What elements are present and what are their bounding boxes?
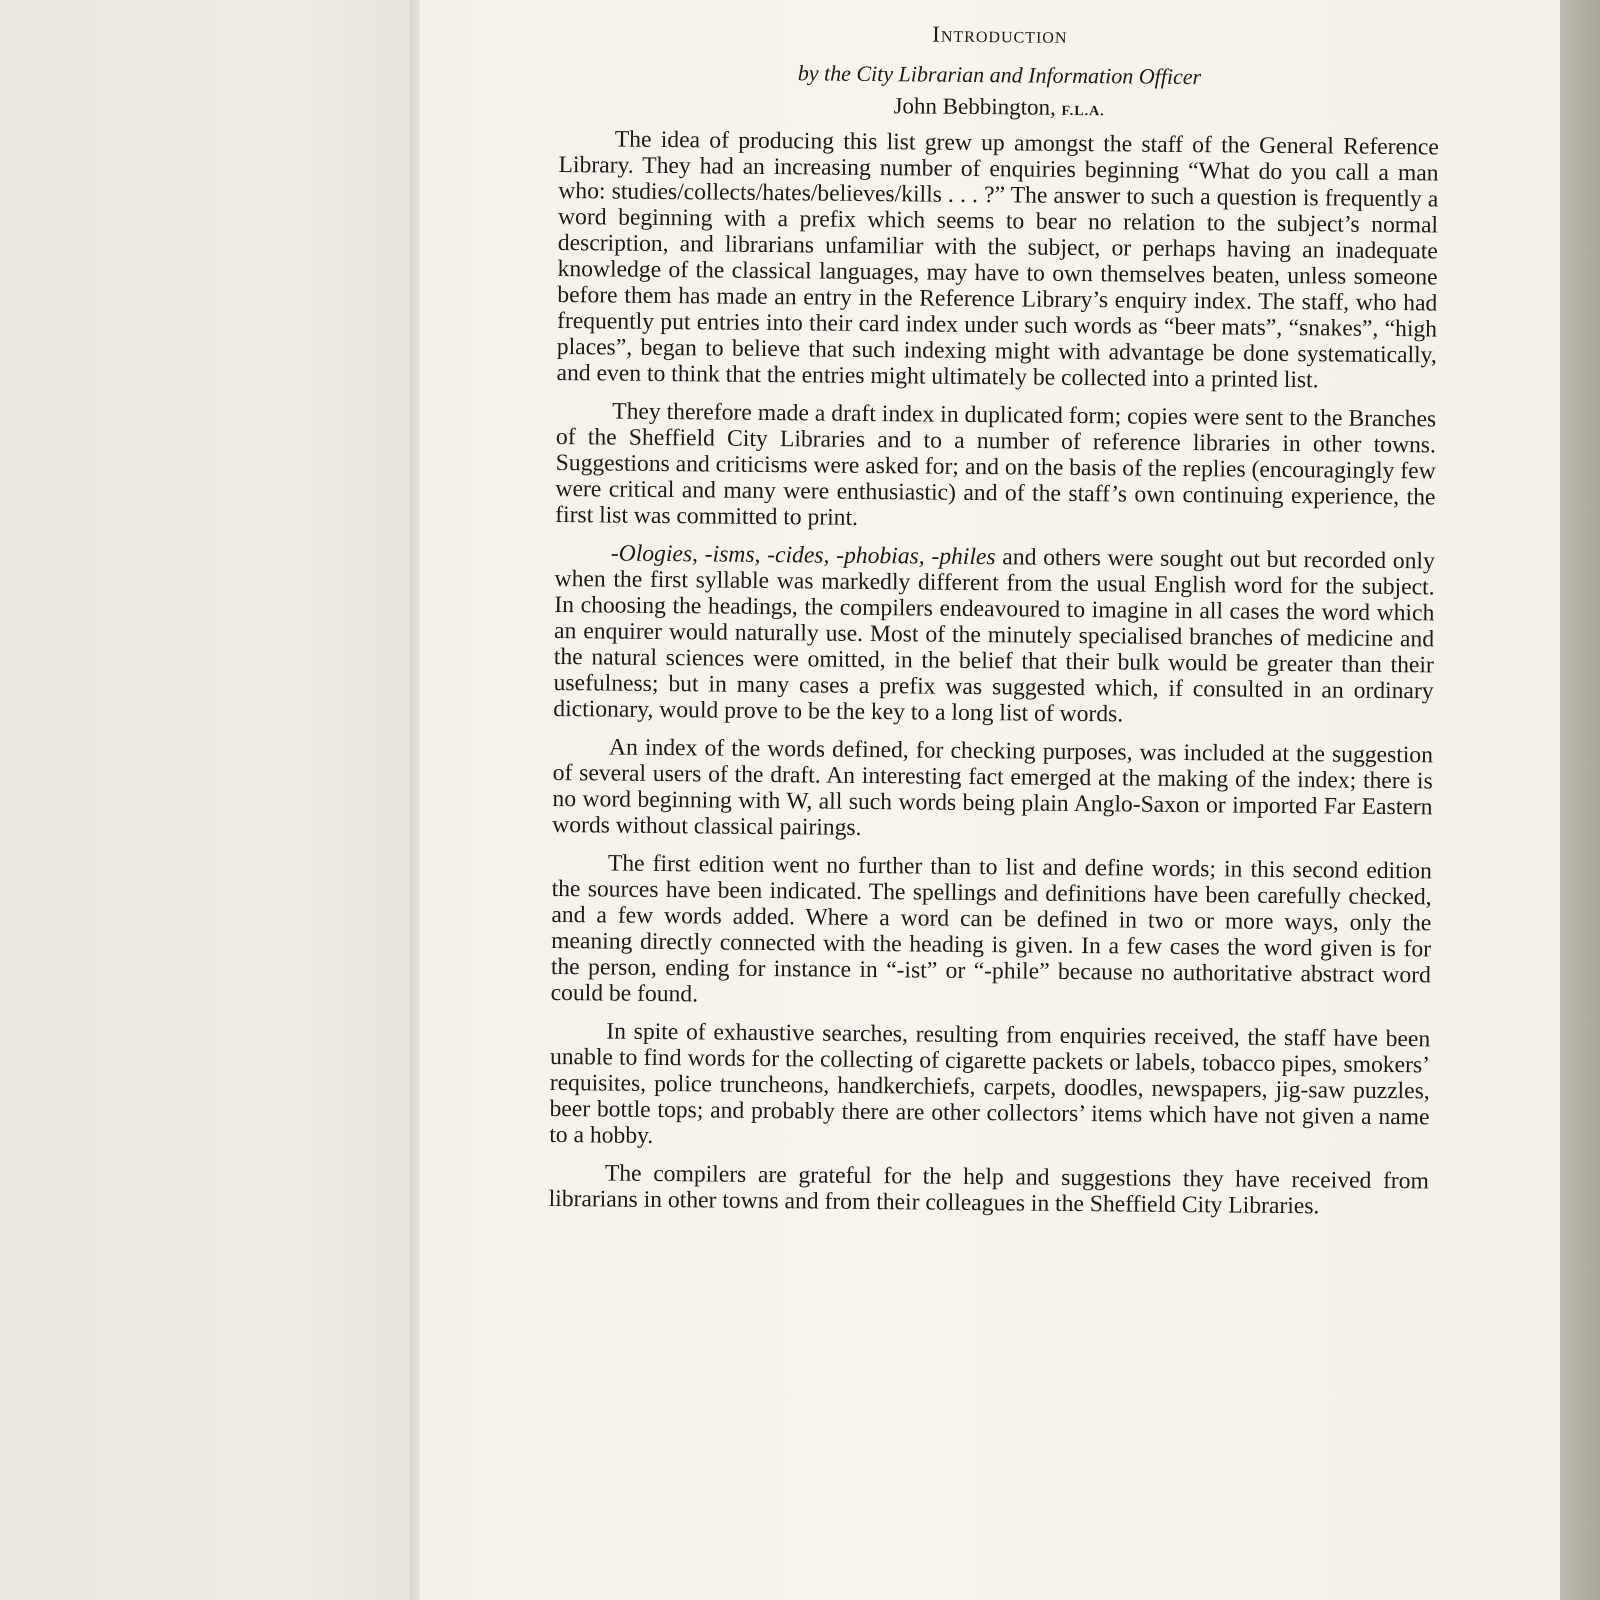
- paragraph-text: and others were sought out but recorded only when the first syllable was markedly different from the usual English word for the subject. In choosing the headings, the compilers endeavoured to imagine in all cases the word which an enquirer would naturally use. Most of the minutely specialised branches of medicine and the natural sciences were omitted, in the belief that their bulk would be greater than their usefulness; but in many cases a prefix was suggested which, if consulted in an ordinary dictionary, would prove to be the key to a long list of words.: [553, 544, 1435, 728]
- paragraph-3: [553, 540, 1435, 730]
- paragraph-7: [549, 1160, 1429, 1220]
- byline: by the City Librarian and Information Officer: [797, 60, 1202, 90]
- paragraph-text: The idea of producing this list grew up amongst the staff of the General Reference Library. They had an increasing number of enquiries beginning “What do you call a man who: studies/collects/hates/believes/kills . . . ?” The answer to such a question is frequently a word beginning with a prefix which seems to bear no relation to the subject’s normal description, and librarians unfamiliar with the subject, or perhaps having an inadequate knowledge of the classical languages, may have to own themselves beaten, unless someone before them has made an entry in the Reference Library’s enquiry index. The staff, who had frequently put entries into their card index under such words as “beer mats”, “snakes”, “high places”, began to believe that such indexing might with advantage be done systematically, and even to think that the entries might ultimately be collected into a printed list.: [556, 126, 1439, 394]
- paragraph-6: [549, 1018, 1430, 1156]
- page-edge: [1560, 0, 1600, 1600]
- left-page: [0, 0, 415, 1600]
- paragraph-text: In spite of exhaustive searches, resulting from enquiries received, the staff have been unable to find words for the collecting of cigarette packets or labels, tobacco pipes, smokers’ requisites, police truncheons, handkerchiefs, carpets, doodles, newspapers, jig-saw puzzles, beer bottle tops; and probably there are other collectors’ items which have not given a name to a hobby.: [549, 1018, 1431, 1149]
- paragraph-text: The first edition went no further than to list and define words; in this second edition the sources have been indicated. The spellings and definitions have been carefully checked, and a few words added. Where a word can be defined in two or more ways, only the meaning directly connected with the heading is given. In a few cases the word given is for the person, ending for instance in “-ist” or “-phile” because no authoritative abstract word could be found.: [550, 850, 1432, 1008]
- author-credential: F.L.A.: [1061, 103, 1105, 120]
- paragraph-text: An index of the words defined, for checking purposes, was included at the suggestion of several users of the draft. An interesting fact emerged at the making of the index; there is no word beginning with W, all such words being plain Anglo-Saxon or imported Far Eastern words without classical pairings.: [552, 734, 1434, 841]
- section-heading: Introduction: [932, 21, 1068, 48]
- paragraph-text: The compilers are grateful for the help and suggestions they have received from librarians in other towns and from their colleagues in the Sheffield City Libraries.: [548, 1160, 1429, 1220]
- paragraph-text: They therefore made a draft index in duplicated form; copies were sent to the Branches of the Sheffield City Libraries and to a number of reference libraries in other towns. Suggestions and criticisms were asked for; and on the basis of the replies (encouragingly few were critical and many were enthusiastic) and of the staff’s own continuing experience, the first list was committed to print.: [555, 398, 1437, 531]
- paragraph-2: [555, 398, 1436, 536]
- paragraph-4: [552, 734, 1433, 846]
- paragraph-5: [551, 850, 1432, 1014]
- paragraph-1: [556, 126, 1438, 394]
- author-name: John Bebbington,: [893, 93, 1056, 120]
- introduction-text: [548, 18, 1440, 1232]
- author-line: [559, 90, 1439, 124]
- paragraph-lead: -Ologies, -isms, -cides, -phobias, -philes: [610, 540, 996, 571]
